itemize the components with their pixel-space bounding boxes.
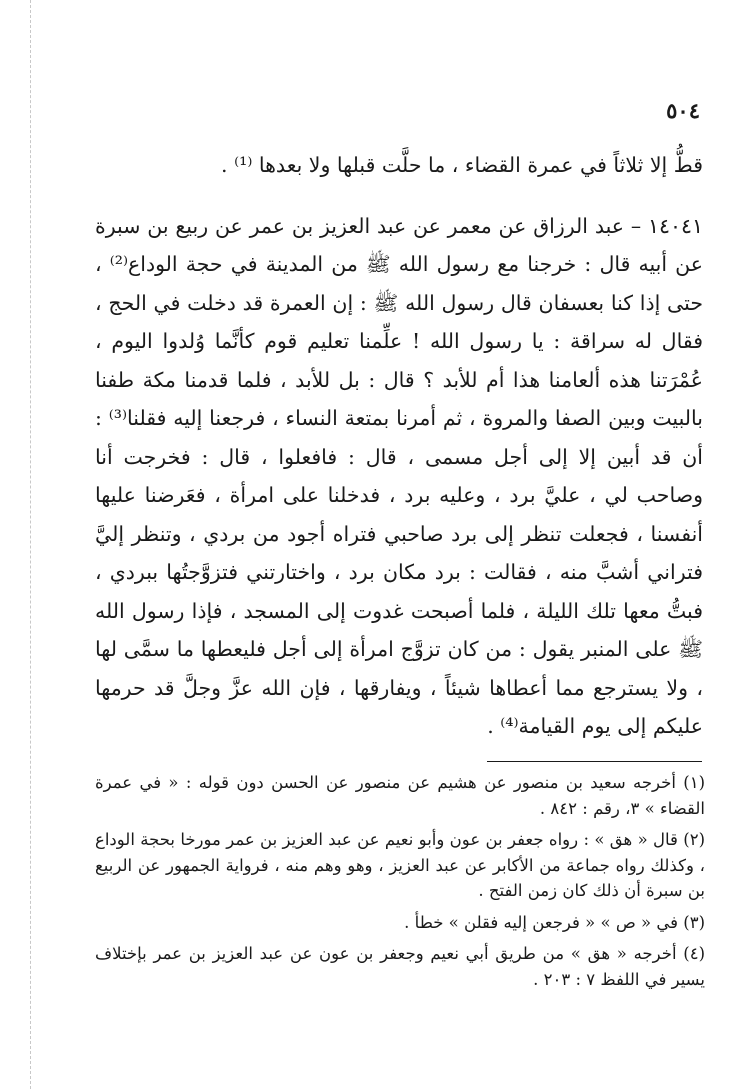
page-margin-guide xyxy=(30,0,31,1089)
footnote-3: (٣) في « ص » « فرجعن إليه فقلن » خطأ . xyxy=(404,912,705,932)
main-paragraph-hadith-14041: ١٤٠٤١ – عبد الرزاق عن معمر عن عبد العزيز بن عمر عن ربيع بن سبرة عن أبيه قال : خرجنا مع رسول الله ﷺ من المدينة في حجة الوداع⁽²⁾ ، حتى إذا كنا بعسفان قال رسول الله ﷺ : إن العمرة قد دخلت في الحج ، فقال له سراقة : يا رسول الله ! علِّمنا تعليم قوم كأنَّما وُلدوا اليوم ، عُمْرَتنا هذه ألعامنا هذا أم للأبد ؟ قال : بل للأبد ، فلما قدمنا مكة طفنا بالبيت وبين الصفا والمروة ، ثم أمرنا بمتعة النساء ، فرجعنا إليه فقلنا⁽³⁾ : أن قد أبين إلا إلى أجل مسمى ، قال : فافعلوا ، قال : فخرجت أنا وصاحب لي ، عليَّ برد ، وعليه برد ، فدخلنا على امرأة ، فعَرضنا عليها أنفسنا ، فجعلت تنظر إلى برد صاحبي فتراه أجود من بردي ، وتنظر إليَّ فتراني أشبَّ منه ، فقالت : برد مكان برد ، واختارتني فتزوَّجتُها ببردي ، فبتُّ معها تلك الليلة ، فلما أصبحت غدوت إلى المسجد ، فإذا رسول الله ﷺ على المنبر يقول : من كان تزوَّج امرأة إلى أجل فليعطها ما سمَّى لها ، ولا يسترجع مما أعطاها شيئاً ، ويفارقها ، فإن الله عزَّ وجلَّ قد حرمها عليكم إلى يوم القيامة⁽⁴⁾ . xyxy=(95,213,703,738)
footnote-separator xyxy=(487,761,702,762)
page-number: ٥٠٤ xyxy=(666,98,700,123)
footnote-1: (١) أخرجه سعيد بن منصور عن هشيم عن منصور عن الحسن دون قوله : « في عمرة القضاء » ٣، رقم : ٨٤٢ . xyxy=(95,773,705,818)
footnotes-section xyxy=(95,770,705,998)
main-paragraph-continuation: قطُّ إلا ثلاثاً في عمرة القضاء ، ما حلَّت قبلها ولا بعدها ⁽¹⁾ . xyxy=(221,153,703,177)
footnote-2: (٢) قال « هق » : رواه جعفر بن عون وأبو نعيم عن عبد العزيز بن عمر مورخا بحجة الوداع ، وكذلك رواه جماعة من الأكابر عن عبد العزيز ، وهو وهم منه ، فرواية الجمهور عن الربيع بن سبرة أن ذلك كان زمن الفتح . xyxy=(95,830,705,900)
footnote-4: (٤) أخرجه « هق » من طريق أبي نعيم وجعفر بن عون عن عبد العزيز بن عمر بإختلاف يسير في اللفظ ٧ : ٢٠٣ . xyxy=(95,944,705,989)
main-text-body xyxy=(95,146,703,746)
